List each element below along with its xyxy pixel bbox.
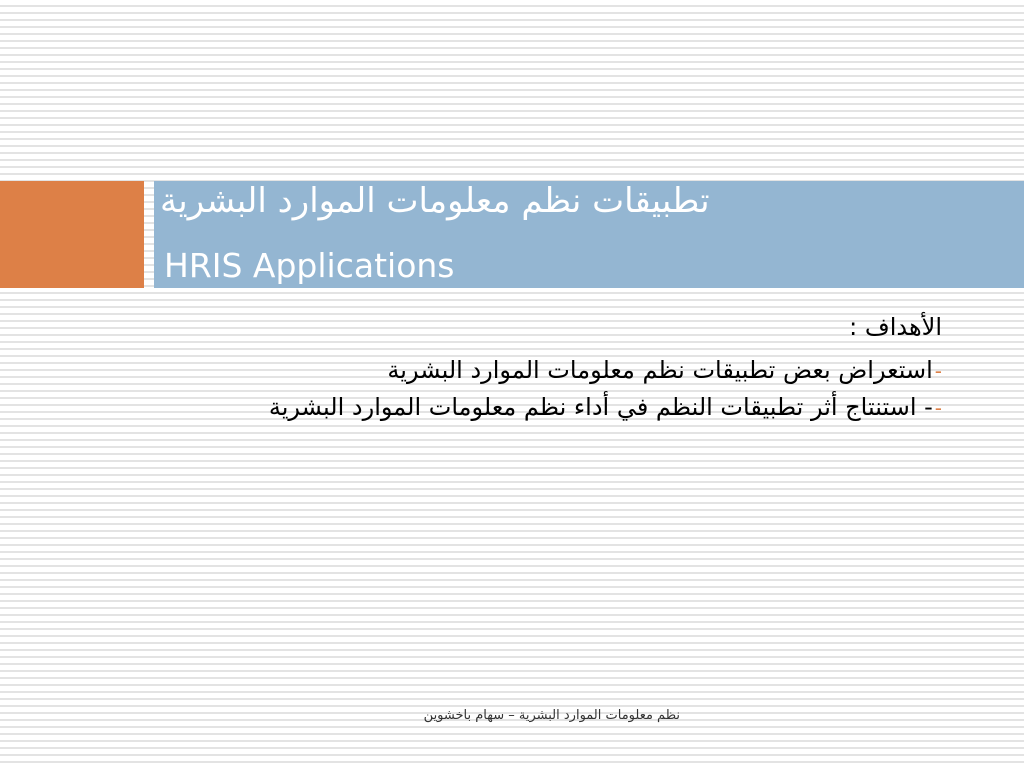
accent-block xyxy=(0,181,144,288)
bullet-text: استعراض بعض تطبيقات نظم معلومات الموارد البشرية xyxy=(387,356,933,384)
bullet-item xyxy=(230,393,942,422)
bullet-text: - استنتاج أثر تطبيقات النظم في أداء نظم معلومات الموارد البشرية xyxy=(268,393,933,421)
bullet-marker: - xyxy=(934,359,942,383)
bullet-item xyxy=(230,356,942,385)
objectives-heading: الأهداف : xyxy=(849,313,942,341)
slide-body xyxy=(230,306,942,422)
slide-footer: نظم معلومات الموارد البشرية – سهام باخشوين xyxy=(423,708,680,723)
slide-title-arabic: تطبيقات نظم معلومات الموارد البشرية xyxy=(160,181,710,221)
slide-title-english: HRIS Applications xyxy=(164,246,455,285)
bullet-marker: - xyxy=(934,396,942,420)
